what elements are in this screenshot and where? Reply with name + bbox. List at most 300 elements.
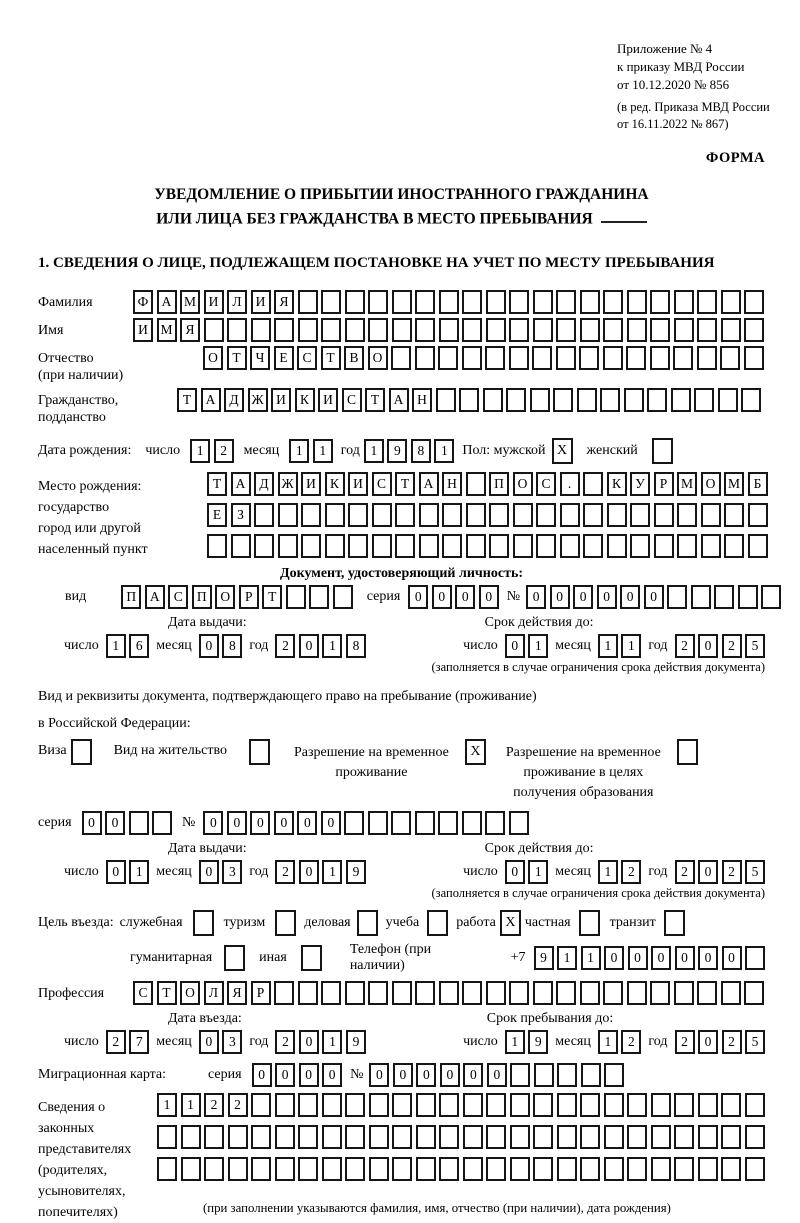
char-cell[interactable]: И bbox=[348, 472, 368, 496]
char-cell[interactable]: 1 bbox=[598, 1030, 618, 1054]
char-cell[interactable] bbox=[301, 534, 321, 558]
char-cell[interactable] bbox=[534, 1063, 554, 1087]
char-cell[interactable] bbox=[627, 318, 647, 342]
char-cell[interactable] bbox=[603, 981, 623, 1005]
char-cell[interactable]: П bbox=[489, 472, 509, 496]
char-cell[interactable] bbox=[489, 503, 509, 527]
char-cell[interactable]: 0 bbox=[275, 1063, 295, 1087]
char-cell[interactable] bbox=[744, 981, 764, 1005]
char-cell[interactable]: 1 bbox=[621, 634, 641, 658]
char-cell[interactable]: С bbox=[297, 346, 317, 370]
char-cell[interactable]: С bbox=[536, 472, 556, 496]
char-cell[interactable]: 9 bbox=[346, 1030, 366, 1054]
char-cell[interactable]: И bbox=[204, 290, 224, 314]
char-cell[interactable] bbox=[510, 1125, 530, 1149]
char-cell[interactable]: 1 bbox=[289, 439, 309, 463]
char-cell[interactable] bbox=[745, 1093, 765, 1117]
checkbox-female[interactable] bbox=[652, 438, 673, 464]
char-cell[interactable]: . bbox=[560, 472, 580, 496]
char-cell[interactable]: С bbox=[168, 585, 188, 609]
char-cell[interactable]: 0 bbox=[299, 1063, 319, 1087]
char-cell[interactable]: 1 bbox=[528, 634, 548, 658]
char-cell[interactable]: 2 bbox=[106, 1030, 126, 1054]
char-cell[interactable] bbox=[439, 318, 459, 342]
char-cell[interactable] bbox=[275, 1093, 295, 1117]
char-cell[interactable] bbox=[325, 534, 345, 558]
char-cell[interactable] bbox=[744, 346, 764, 370]
char-cell[interactable] bbox=[345, 290, 365, 314]
char-cell[interactable] bbox=[745, 946, 765, 970]
char-cell[interactable] bbox=[466, 503, 486, 527]
char-cell[interactable]: К bbox=[607, 472, 627, 496]
char-cell[interactable]: 8 bbox=[346, 634, 366, 658]
char-cell[interactable] bbox=[698, 1093, 718, 1117]
char-cell[interactable] bbox=[157, 1125, 177, 1149]
char-cell[interactable]: О bbox=[215, 585, 235, 609]
char-cell[interactable] bbox=[674, 290, 694, 314]
char-cell[interactable] bbox=[627, 290, 647, 314]
char-cell[interactable] bbox=[436, 388, 456, 412]
char-cell[interactable] bbox=[392, 981, 412, 1005]
char-cell[interactable] bbox=[321, 318, 341, 342]
char-cell[interactable]: 0 bbox=[393, 1063, 413, 1087]
char-cell[interactable]: 0 bbox=[105, 811, 125, 835]
char-cell[interactable]: 9 bbox=[346, 860, 366, 884]
char-cell[interactable] bbox=[532, 346, 552, 370]
char-cell[interactable] bbox=[741, 388, 761, 412]
char-cell[interactable] bbox=[368, 318, 388, 342]
char-cell[interactable]: Т bbox=[177, 388, 197, 412]
checkbox-official[interactable] bbox=[193, 910, 214, 936]
char-cell[interactable]: 2 bbox=[275, 634, 295, 658]
char-cell[interactable] bbox=[392, 1093, 412, 1117]
char-cell[interactable] bbox=[486, 981, 506, 1005]
char-cell[interactable] bbox=[533, 318, 553, 342]
char-cell[interactable] bbox=[368, 981, 388, 1005]
char-cell[interactable]: С bbox=[372, 472, 392, 496]
char-cell[interactable] bbox=[204, 1125, 224, 1149]
char-cell[interactable]: Т bbox=[227, 346, 247, 370]
char-cell[interactable] bbox=[509, 290, 529, 314]
char-cell[interactable] bbox=[724, 534, 744, 558]
char-cell[interactable] bbox=[530, 388, 550, 412]
char-cell[interactable] bbox=[438, 346, 458, 370]
char-cell[interactable] bbox=[533, 290, 553, 314]
char-cell[interactable]: 1 bbox=[364, 439, 384, 463]
char-cell[interactable] bbox=[536, 534, 556, 558]
char-cell[interactable] bbox=[553, 388, 573, 412]
char-cell[interactable]: 3 bbox=[222, 860, 242, 884]
char-cell[interactable]: 2 bbox=[621, 1030, 641, 1054]
char-cell[interactable] bbox=[674, 1157, 694, 1181]
char-cell[interactable] bbox=[345, 1125, 365, 1149]
char-cell[interactable] bbox=[583, 472, 603, 496]
char-cell[interactable]: К bbox=[295, 388, 315, 412]
char-cell[interactable] bbox=[254, 534, 274, 558]
char-cell[interactable]: Д bbox=[224, 388, 244, 412]
char-cell[interactable]: 2 bbox=[621, 860, 641, 884]
char-cell[interactable]: О bbox=[513, 472, 533, 496]
char-cell[interactable]: 0 bbox=[550, 585, 570, 609]
char-cell[interactable]: 0 bbox=[199, 634, 219, 658]
char-cell[interactable] bbox=[439, 981, 459, 1005]
char-cell[interactable]: 0 bbox=[299, 1030, 319, 1054]
char-cell[interactable] bbox=[181, 1157, 201, 1181]
char-cell[interactable]: 7 bbox=[129, 1030, 149, 1054]
char-cell[interactable] bbox=[677, 503, 697, 527]
char-cell[interactable] bbox=[274, 981, 294, 1005]
char-cell[interactable] bbox=[439, 1125, 459, 1149]
char-cell[interactable] bbox=[603, 318, 623, 342]
checkbox-other[interactable] bbox=[301, 945, 322, 971]
char-cell[interactable]: С bbox=[133, 981, 153, 1005]
char-cell[interactable]: 1 bbox=[557, 946, 577, 970]
char-cell[interactable] bbox=[442, 503, 462, 527]
char-cell[interactable]: И bbox=[271, 388, 291, 412]
char-cell[interactable] bbox=[129, 811, 149, 835]
char-cell[interactable]: А bbox=[231, 472, 251, 496]
char-cell[interactable] bbox=[415, 290, 435, 314]
checkbox-work[interactable]: X bbox=[500, 910, 521, 936]
char-cell[interactable] bbox=[627, 981, 647, 1005]
char-cell[interactable]: 0 bbox=[299, 634, 319, 658]
char-cell[interactable] bbox=[509, 346, 529, 370]
char-cell[interactable]: 0 bbox=[698, 860, 718, 884]
char-cell[interactable] bbox=[439, 1093, 459, 1117]
char-cell[interactable] bbox=[345, 1157, 365, 1181]
char-cell[interactable]: 0 bbox=[369, 1063, 389, 1087]
char-cell[interactable] bbox=[691, 585, 711, 609]
char-cell[interactable]: 2 bbox=[675, 1030, 695, 1054]
char-cell[interactable] bbox=[671, 388, 691, 412]
char-cell[interactable] bbox=[298, 981, 318, 1005]
char-cell[interactable]: У bbox=[630, 472, 650, 496]
char-cell[interactable]: 1 bbox=[313, 439, 333, 463]
char-cell[interactable]: 0 bbox=[597, 585, 617, 609]
char-cell[interactable] bbox=[298, 290, 318, 314]
char-cell[interactable] bbox=[251, 318, 271, 342]
char-cell[interactable]: 0 bbox=[644, 585, 664, 609]
char-cell[interactable] bbox=[556, 318, 576, 342]
char-cell[interactable]: Т bbox=[157, 981, 177, 1005]
char-cell[interactable]: 0 bbox=[322, 1063, 342, 1087]
char-cell[interactable]: Я bbox=[227, 981, 247, 1005]
char-cell[interactable]: 6 bbox=[129, 634, 149, 658]
char-cell[interactable] bbox=[392, 290, 412, 314]
char-cell[interactable] bbox=[368, 290, 388, 314]
char-cell[interactable]: 0 bbox=[505, 634, 525, 658]
char-cell[interactable] bbox=[718, 388, 738, 412]
char-cell[interactable] bbox=[227, 318, 247, 342]
char-cell[interactable]: И bbox=[318, 388, 338, 412]
char-cell[interactable] bbox=[416, 1125, 436, 1149]
char-cell[interactable] bbox=[580, 981, 600, 1005]
char-cell[interactable]: Ф bbox=[133, 290, 153, 314]
char-cell[interactable] bbox=[278, 534, 298, 558]
char-cell[interactable] bbox=[486, 1157, 506, 1181]
char-cell[interactable] bbox=[392, 318, 412, 342]
checkbox-residence-permit[interactable] bbox=[249, 739, 270, 765]
char-cell[interactable] bbox=[419, 534, 439, 558]
char-cell[interactable] bbox=[697, 981, 717, 1005]
char-cell[interactable]: 1 bbox=[528, 860, 548, 884]
char-cell[interactable] bbox=[463, 1093, 483, 1117]
char-cell[interactable]: П bbox=[121, 585, 141, 609]
char-cell[interactable] bbox=[348, 534, 368, 558]
char-cell[interactable] bbox=[583, 534, 603, 558]
char-cell[interactable] bbox=[485, 346, 505, 370]
char-cell[interactable] bbox=[674, 981, 694, 1005]
char-cell[interactable]: 0 bbox=[203, 811, 223, 835]
char-cell[interactable]: А bbox=[157, 290, 177, 314]
char-cell[interactable]: 0 bbox=[505, 860, 525, 884]
char-cell[interactable] bbox=[506, 388, 526, 412]
char-cell[interactable] bbox=[489, 534, 509, 558]
char-cell[interactable]: В bbox=[344, 346, 364, 370]
char-cell[interactable] bbox=[721, 1157, 741, 1181]
char-cell[interactable]: 0 bbox=[199, 1030, 219, 1054]
char-cell[interactable] bbox=[674, 1125, 694, 1149]
char-cell[interactable] bbox=[557, 1157, 577, 1181]
char-cell[interactable] bbox=[369, 1125, 389, 1149]
char-cell[interactable]: Р bbox=[239, 585, 259, 609]
char-cell[interactable]: 0 bbox=[487, 1063, 507, 1087]
char-cell[interactable]: Т bbox=[395, 472, 415, 496]
char-cell[interactable]: И bbox=[251, 290, 271, 314]
char-cell[interactable]: 5 bbox=[745, 1030, 765, 1054]
char-cell[interactable] bbox=[694, 388, 714, 412]
char-cell[interactable] bbox=[298, 1093, 318, 1117]
char-cell[interactable] bbox=[557, 1093, 577, 1117]
char-cell[interactable] bbox=[745, 1157, 765, 1181]
char-cell[interactable] bbox=[228, 1125, 248, 1149]
char-cell[interactable]: 1 bbox=[598, 860, 618, 884]
char-cell[interactable] bbox=[157, 1157, 177, 1181]
char-cell[interactable]: 1 bbox=[434, 439, 454, 463]
char-cell[interactable] bbox=[152, 811, 172, 835]
char-cell[interactable]: 0 bbox=[698, 946, 718, 970]
char-cell[interactable]: 0 bbox=[297, 811, 317, 835]
char-cell[interactable] bbox=[624, 388, 644, 412]
char-cell[interactable]: 0 bbox=[252, 1063, 272, 1087]
char-cell[interactable]: Р bbox=[654, 472, 674, 496]
char-cell[interactable] bbox=[557, 1063, 577, 1087]
char-cell[interactable] bbox=[721, 1093, 741, 1117]
char-cell[interactable]: 9 bbox=[387, 439, 407, 463]
char-cell[interactable] bbox=[744, 290, 764, 314]
char-cell[interactable] bbox=[510, 1093, 530, 1117]
char-cell[interactable] bbox=[415, 981, 435, 1005]
char-cell[interactable]: 0 bbox=[463, 1063, 483, 1087]
char-cell[interactable] bbox=[486, 318, 506, 342]
char-cell[interactable] bbox=[580, 318, 600, 342]
char-cell[interactable]: З bbox=[231, 503, 251, 527]
char-cell[interactable] bbox=[600, 388, 620, 412]
char-cell[interactable] bbox=[251, 1093, 271, 1117]
char-cell[interactable]: 0 bbox=[432, 585, 452, 609]
char-cell[interactable]: Ж bbox=[278, 472, 298, 496]
char-cell[interactable] bbox=[577, 388, 597, 412]
char-cell[interactable]: Т bbox=[321, 346, 341, 370]
char-cell[interactable] bbox=[368, 811, 388, 835]
char-cell[interactable] bbox=[580, 1157, 600, 1181]
char-cell[interactable] bbox=[486, 1125, 506, 1149]
checkbox-transit[interactable] bbox=[664, 910, 685, 936]
char-cell[interactable]: М bbox=[677, 472, 697, 496]
char-cell[interactable]: 2 bbox=[275, 860, 295, 884]
char-cell[interactable] bbox=[607, 534, 627, 558]
char-cell[interactable] bbox=[721, 981, 741, 1005]
char-cell[interactable] bbox=[301, 503, 321, 527]
char-cell[interactable] bbox=[650, 981, 670, 1005]
char-cell[interactable] bbox=[298, 1125, 318, 1149]
char-cell[interactable]: А bbox=[145, 585, 165, 609]
char-cell[interactable] bbox=[604, 1125, 624, 1149]
char-cell[interactable] bbox=[321, 290, 341, 314]
char-cell[interactable] bbox=[513, 534, 533, 558]
char-cell[interactable]: 0 bbox=[82, 811, 102, 835]
char-cell[interactable] bbox=[630, 534, 650, 558]
char-cell[interactable]: 0 bbox=[106, 860, 126, 884]
char-cell[interactable] bbox=[673, 346, 693, 370]
char-cell[interactable]: О bbox=[203, 346, 223, 370]
char-cell[interactable]: 2 bbox=[214, 439, 234, 463]
char-cell[interactable]: 0 bbox=[299, 860, 319, 884]
char-cell[interactable]: А bbox=[201, 388, 221, 412]
char-cell[interactable] bbox=[580, 290, 600, 314]
char-cell[interactable]: Ч bbox=[250, 346, 270, 370]
char-cell[interactable]: Д bbox=[254, 472, 274, 496]
char-cell[interactable]: Р bbox=[251, 981, 271, 1005]
char-cell[interactable]: 0 bbox=[620, 585, 640, 609]
char-cell[interactable] bbox=[697, 318, 717, 342]
char-cell[interactable] bbox=[462, 290, 482, 314]
char-cell[interactable] bbox=[581, 1063, 601, 1087]
char-cell[interactable]: 9 bbox=[534, 946, 554, 970]
char-cell[interactable]: М bbox=[157, 318, 177, 342]
char-cell[interactable]: 5 bbox=[745, 860, 765, 884]
char-cell[interactable] bbox=[369, 1157, 389, 1181]
char-cell[interactable]: 3 bbox=[222, 1030, 242, 1054]
char-cell[interactable] bbox=[391, 811, 411, 835]
char-cell[interactable] bbox=[348, 503, 368, 527]
char-cell[interactable] bbox=[416, 1157, 436, 1181]
char-cell[interactable]: 2 bbox=[675, 860, 695, 884]
char-cell[interactable] bbox=[462, 811, 482, 835]
char-cell[interactable]: Н bbox=[412, 388, 432, 412]
char-cell[interactable] bbox=[416, 1093, 436, 1117]
char-cell[interactable]: 2 bbox=[675, 634, 695, 658]
char-cell[interactable]: 8 bbox=[411, 439, 431, 463]
char-cell[interactable] bbox=[720, 346, 740, 370]
checkbox-temp-residence[interactable]: X bbox=[465, 739, 486, 765]
char-cell[interactable] bbox=[415, 318, 435, 342]
char-cell[interactable]: 0 bbox=[722, 946, 742, 970]
char-cell[interactable]: М bbox=[724, 472, 744, 496]
checkbox-study[interactable] bbox=[427, 910, 448, 936]
char-cell[interactable]: П bbox=[192, 585, 212, 609]
char-cell[interactable]: Л bbox=[227, 290, 247, 314]
char-cell[interactable]: Л bbox=[204, 981, 224, 1005]
char-cell[interactable]: 1 bbox=[106, 634, 126, 658]
char-cell[interactable]: 8 bbox=[222, 634, 242, 658]
char-cell[interactable]: Б bbox=[748, 472, 768, 496]
char-cell[interactable]: 0 bbox=[408, 585, 428, 609]
char-cell[interactable] bbox=[463, 1125, 483, 1149]
char-cell[interactable]: 0 bbox=[604, 946, 624, 970]
char-cell[interactable] bbox=[651, 1093, 671, 1117]
char-cell[interactable]: 0 bbox=[675, 946, 695, 970]
char-cell[interactable]: 0 bbox=[440, 1063, 460, 1087]
char-cell[interactable] bbox=[466, 472, 486, 496]
char-cell[interactable] bbox=[274, 318, 294, 342]
char-cell[interactable]: 0 bbox=[455, 585, 475, 609]
char-cell[interactable] bbox=[654, 503, 674, 527]
char-cell[interactable] bbox=[204, 1157, 224, 1181]
char-cell[interactable]: А bbox=[389, 388, 409, 412]
char-cell[interactable] bbox=[650, 346, 670, 370]
char-cell[interactable] bbox=[536, 503, 556, 527]
char-cell[interactable] bbox=[419, 503, 439, 527]
char-cell[interactable] bbox=[560, 503, 580, 527]
char-cell[interactable] bbox=[510, 1157, 530, 1181]
char-cell[interactable]: Ж bbox=[248, 388, 268, 412]
char-cell[interactable] bbox=[345, 981, 365, 1005]
char-cell[interactable] bbox=[607, 503, 627, 527]
char-cell[interactable]: Я bbox=[274, 290, 294, 314]
checkbox-business[interactable] bbox=[357, 910, 378, 936]
char-cell[interactable]: 0 bbox=[250, 811, 270, 835]
char-cell[interactable] bbox=[325, 503, 345, 527]
char-cell[interactable] bbox=[395, 534, 415, 558]
char-cell[interactable]: 0 bbox=[698, 634, 718, 658]
char-cell[interactable] bbox=[627, 1157, 647, 1181]
char-cell[interactable] bbox=[322, 1093, 342, 1117]
char-cell[interactable] bbox=[438, 811, 458, 835]
char-cell[interactable] bbox=[667, 585, 687, 609]
char-cell[interactable] bbox=[556, 346, 576, 370]
char-cell[interactable] bbox=[748, 534, 768, 558]
char-cell[interactable] bbox=[626, 346, 646, 370]
char-cell[interactable] bbox=[275, 1125, 295, 1149]
char-cell[interactable]: Я bbox=[180, 318, 200, 342]
char-cell[interactable]: А bbox=[419, 472, 439, 496]
char-cell[interactable]: 0 bbox=[479, 585, 499, 609]
char-cell[interactable]: 9 bbox=[528, 1030, 548, 1054]
char-cell[interactable] bbox=[647, 388, 667, 412]
char-cell[interactable] bbox=[748, 503, 768, 527]
char-cell[interactable]: 0 bbox=[628, 946, 648, 970]
char-cell[interactable] bbox=[761, 585, 781, 609]
char-cell[interactable] bbox=[228, 1157, 248, 1181]
char-cell[interactable] bbox=[533, 1125, 553, 1149]
char-cell[interactable]: Т bbox=[365, 388, 385, 412]
char-cell[interactable] bbox=[442, 534, 462, 558]
char-cell[interactable] bbox=[556, 981, 576, 1005]
char-cell[interactable]: 2 bbox=[275, 1030, 295, 1054]
checkbox-humanitarian[interactable] bbox=[224, 945, 245, 971]
char-cell[interactable] bbox=[204, 318, 224, 342]
char-cell[interactable] bbox=[651, 1125, 671, 1149]
char-cell[interactable] bbox=[556, 290, 576, 314]
char-cell[interactable] bbox=[533, 1157, 553, 1181]
char-cell[interactable] bbox=[651, 1157, 671, 1181]
char-cell[interactable]: О bbox=[701, 472, 721, 496]
char-cell[interactable] bbox=[278, 503, 298, 527]
char-cell[interactable] bbox=[344, 811, 364, 835]
char-cell[interactable] bbox=[560, 534, 580, 558]
char-cell[interactable] bbox=[533, 1093, 553, 1117]
